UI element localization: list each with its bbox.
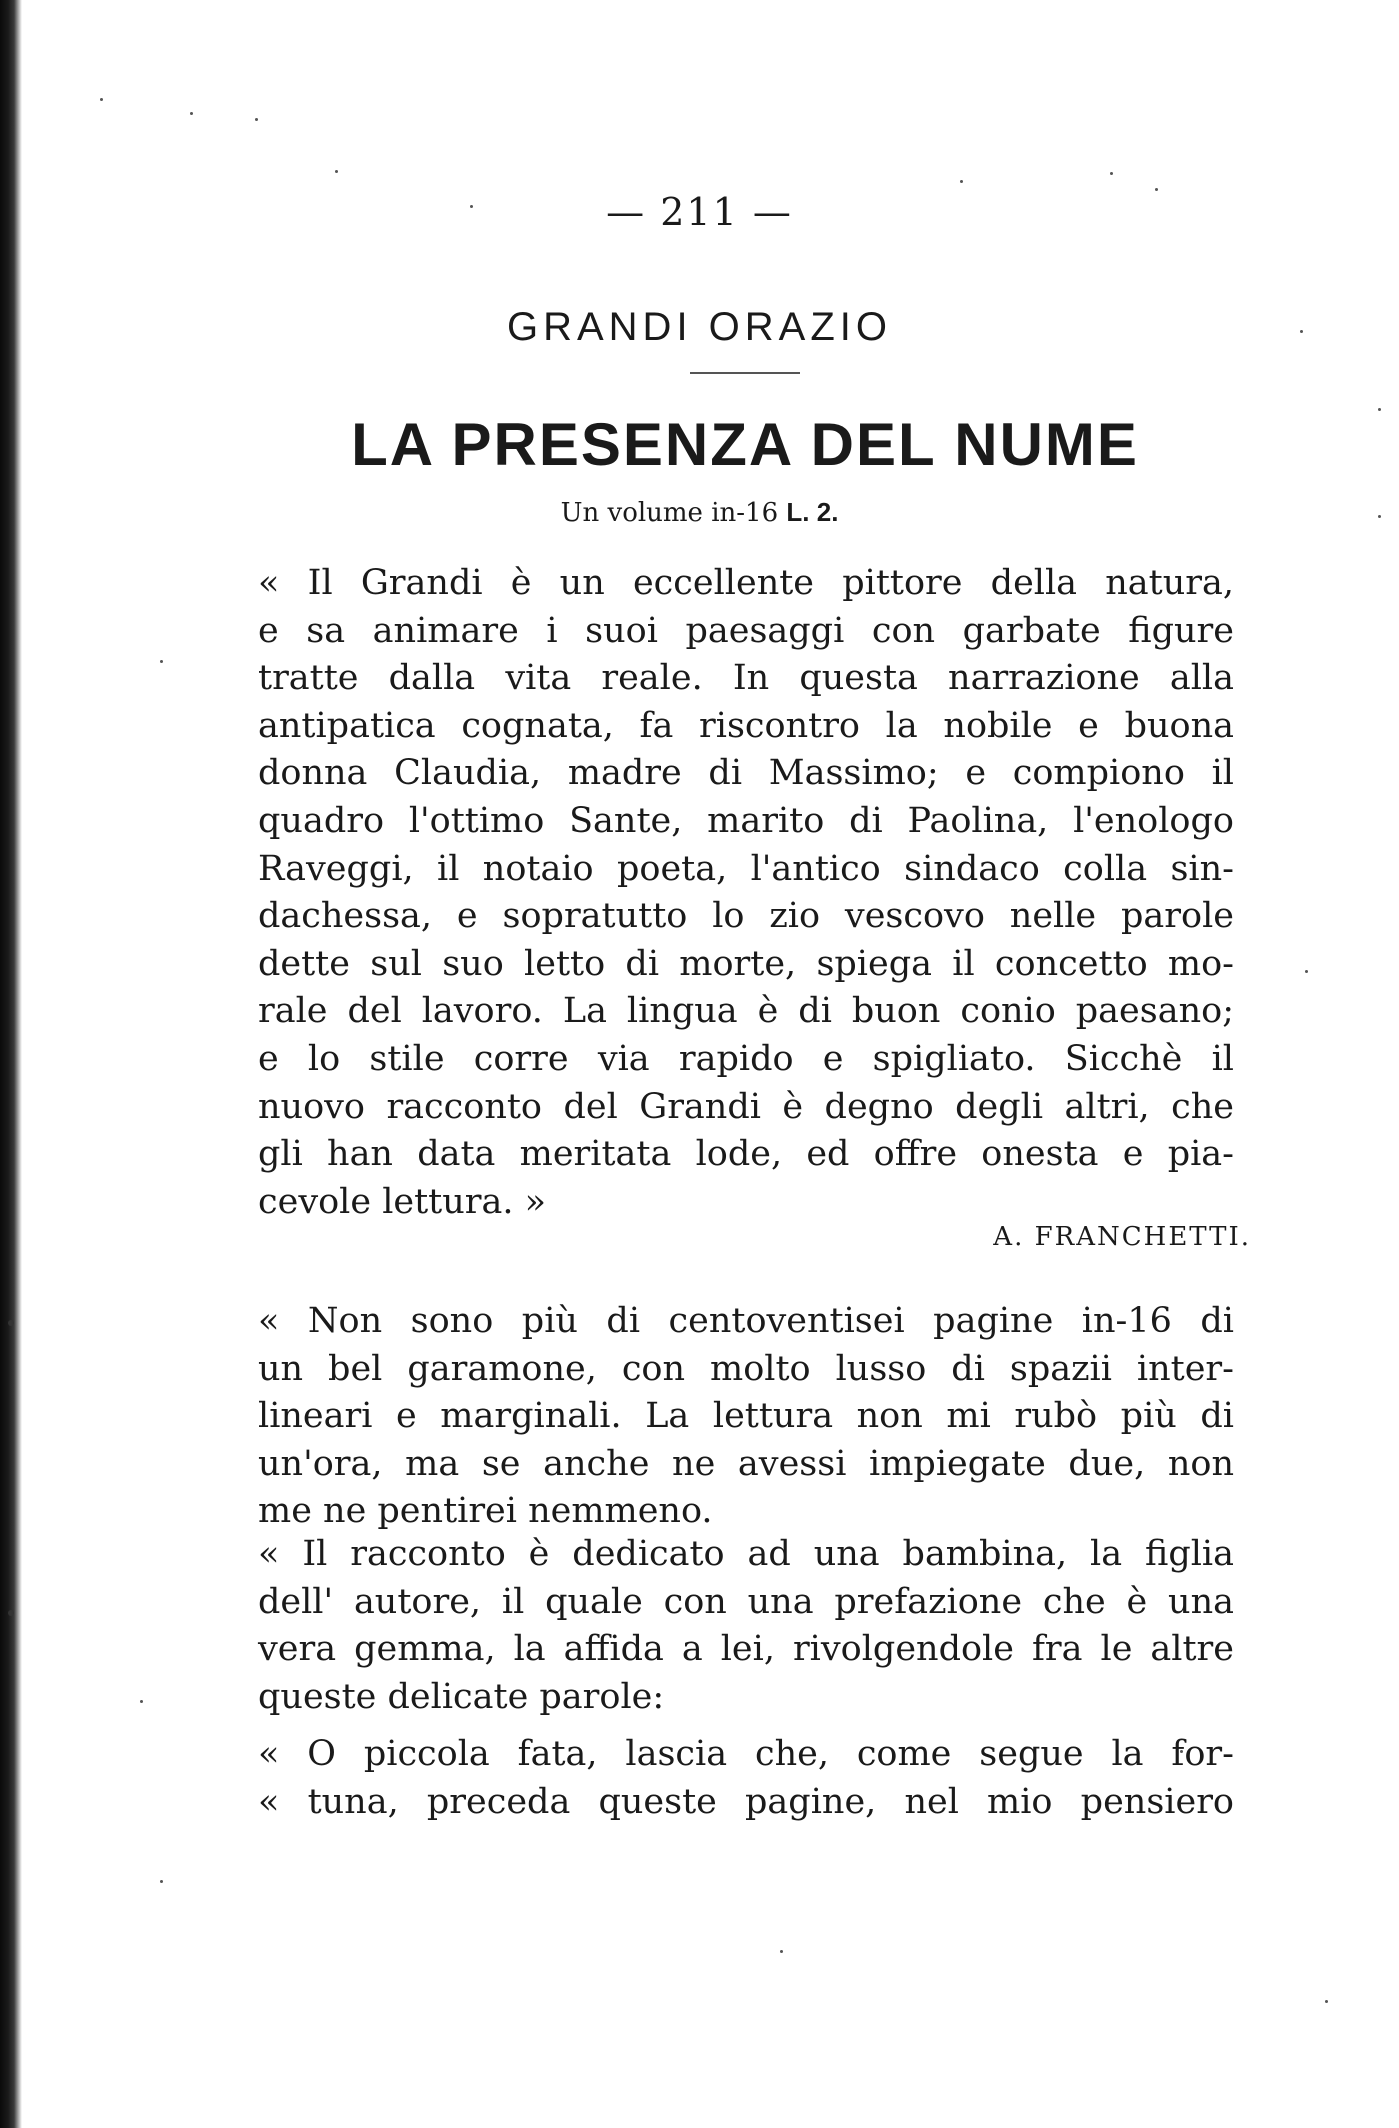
text-line: gli han data meritata lode, ed offre onesta e pia-	[258, 1134, 1234, 1175]
scan-speck	[190, 112, 193, 115]
text-line: « Il Grandi è un eccellente pittore della natura,	[258, 563, 1234, 603]
scan-speck	[1110, 172, 1113, 175]
text-line: rale del lavoro. La lingua è di buon conio paesano;	[258, 991, 1234, 1032]
title-divider	[690, 372, 800, 374]
scan-speck	[140, 1700, 143, 1703]
scan-speck	[160, 1880, 163, 1883]
text-line: « tuna, preceda queste pagine, nel mio pensiero	[258, 1781, 1234, 1822]
text-line: un bel garamone, con molto lusso di spazii inter-	[258, 1348, 1234, 1389]
book-title: LA PRESENZA DEL NUME	[351, 411, 1139, 478]
review-signature: A. FRANCHETTI.	[993, 1222, 1251, 1252]
scan-speck	[1325, 2000, 1328, 2003]
text-line: e lo stile corre via rapido e spigliato. Sicchè il	[258, 1038, 1234, 1079]
page-number: — 211 —	[606, 190, 793, 234]
text-line: vera gemma, la affida a lei, rivolgendole fra le altre	[258, 1629, 1234, 1670]
review2-paragraph-3	[258, 1731, 1234, 1826]
text-line: « Il racconto è dedicato ad una bambina, la figlia	[258, 1534, 1234, 1574]
text-line: lineari e marginali. La lettura non mi rubò più di	[258, 1396, 1234, 1437]
text-line: « Non sono più di centoventisei pagine in-16 di	[258, 1301, 1234, 1341]
scan-speck	[100, 98, 103, 101]
scan-speck	[1378, 408, 1381, 411]
text-line: donna Claudia, madre di Massimo; e compiono il	[258, 753, 1234, 794]
spine-mark	[8, 1610, 14, 1616]
scan-speck	[780, 1950, 783, 1953]
review-franchetti	[258, 560, 1234, 1226]
text-line: antipatica cognata, fa riscontro la nobile e buona	[258, 705, 1234, 746]
text-line: quadro l'ottimo Sante, marito di Paolina, l'enologo	[258, 800, 1234, 841]
scan-speck	[335, 170, 338, 173]
text-line: un'ora, ma se anche ne avessi impiegate due, non	[258, 1443, 1234, 1484]
text-line: dette sul suo letto di morte, spiega il concetto mo-	[258, 943, 1234, 984]
review2-paragraph-1	[258, 1298, 1234, 1536]
text-line: dachessa, e sopratutto lo zio vescovo nelle parole	[258, 896, 1234, 937]
scan-speck	[960, 180, 963, 183]
scan-speck	[1305, 970, 1308, 973]
format-label: Un volume in-16	[560, 498, 779, 528]
text-line: Raveggi, il notaio poeta, l'antico sindaco colla sin-	[258, 848, 1234, 889]
text-line: dell' autore, il quale con una prefazione che è una	[258, 1581, 1234, 1622]
text-line: e sa animare i suoi paesaggi con garbate figure	[258, 610, 1234, 651]
text-line: « O piccola fata, lascia che, come segue la for-	[258, 1734, 1234, 1774]
book-format-price	[0, 497, 1399, 528]
text-line: cevole lettura. »	[258, 1181, 547, 1222]
review2-paragraph-2	[258, 1531, 1234, 1721]
scan-speck	[160, 660, 163, 663]
author-name: GRANDI ORAZIO	[506, 305, 893, 349]
text-line: queste delicate parole:	[258, 1676, 665, 1717]
price-label: L. 2.	[786, 497, 839, 527]
spine-mark	[8, 1320, 14, 1326]
text-line: me ne pentirei nemmeno.	[258, 1491, 713, 1532]
text-line: nuovo racconto del Grandi è degno degli altri, che	[258, 1086, 1234, 1127]
text-line: tratte dalla vita reale. In questa narrazione alla	[258, 658, 1234, 699]
scan-speck	[255, 118, 258, 121]
